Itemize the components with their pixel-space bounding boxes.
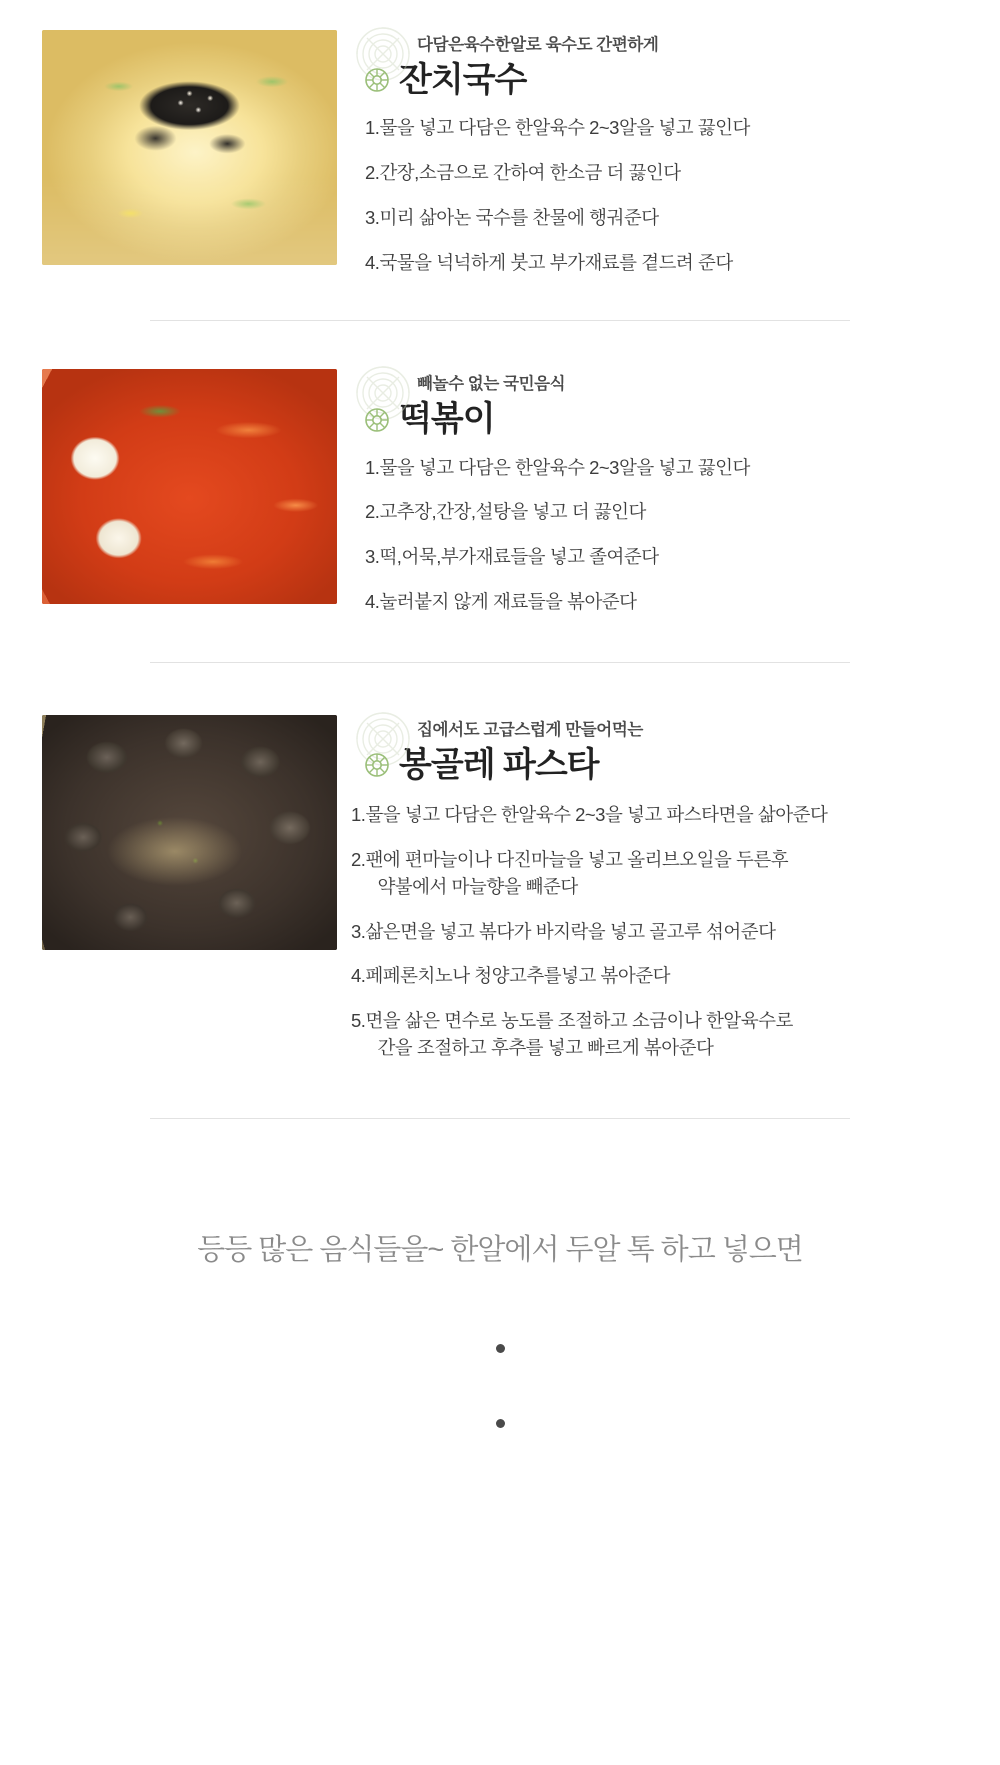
recipe-steps-2 (365, 455, 750, 616)
vongole-pasta-photo (42, 715, 337, 950)
step-number: 4. (365, 251, 380, 273)
section-divider (150, 662, 850, 663)
recipe-steps-3 (351, 802, 828, 1062)
recipe-steps-1 (365, 115, 750, 276)
recipe-block-3 (0, 715, 1000, 1062)
step-number: 5. (351, 1010, 366, 1032)
step-number: 3. (365, 546, 380, 568)
step-text: 간장,소금으로 간하여 한소금 더 끓인다 (379, 162, 681, 183)
recipe-step (351, 963, 827, 990)
recipe-step (351, 1008, 827, 1062)
step-text: 미리 삶아논 국수를 찬물에 행궈준다 (379, 206, 659, 228)
recipe-subtitle: 집에서도 고급스럽게 만들어먹는 (417, 720, 643, 739)
step-number: 1. (351, 804, 366, 826)
step-text: 삶은면을 넣고 볶다가 바지락을 넣고 골고루 섞어준다 (365, 920, 776, 942)
recipe-step (351, 802, 827, 829)
recipe-block-1 (0, 30, 1000, 276)
product-detail-page (0, 30, 1000, 1765)
flower-bullet-icon (365, 68, 389, 92)
step-text: 고추장,간장,설탕을 넣고 더 끓인다 (379, 501, 646, 523)
flower-bullet-icon (365, 408, 389, 432)
step-text: 국물을 넉넉하게 붓고 부가재료를 곁드려 준다 (379, 251, 733, 273)
tteokbokki-photo (42, 369, 337, 604)
recipe-step (365, 160, 750, 187)
recipe-title: 봉골레 파스타 (399, 745, 599, 784)
recipe-step (351, 847, 827, 901)
step-number: 4. (365, 591, 380, 613)
recipe-step (365, 115, 750, 142)
recipe-step (365, 455, 750, 482)
step-number: 3. (365, 206, 380, 228)
step-number: 2. (365, 162, 380, 183)
step-text: 눌러붙지 않게 재료들을 볶아준다 (379, 591, 637, 613)
step-text (365, 1008, 827, 1062)
recipe-text-3 (351, 715, 828, 1062)
step-number: 2. (351, 848, 366, 870)
recipe-text-1 (365, 30, 750, 276)
recipe-step (365, 205, 750, 232)
step-text-line2: 간을 조절하고 후추를 넣고 빠르게 볶아준다 (377, 1036, 714, 1058)
recipe-step (365, 499, 750, 526)
section-divider (150, 1118, 850, 1119)
recipe-title: 잔치국수 (399, 60, 527, 99)
step-number: 1. (365, 456, 380, 478)
step-text: 물을 넣고 다담은 한알육수 2~3을 넣고 파스타면을 삶아준다 (365, 804, 828, 826)
recipe-step (365, 544, 750, 571)
scroll-dot-icon (496, 1419, 505, 1428)
step-text: 물을 넣고 다담은 한알육수 2~3알을 넣고 끓인다 (379, 456, 750, 478)
step-number: 2. (365, 501, 380, 523)
recipe-subtitle: 빼놀수 없는 국민음식 (417, 375, 566, 394)
scroll-dot-icon (496, 1344, 505, 1353)
step-text-line1: 면을 삶은 면수로 농도를 조절하고 소금이나 한알육수로 (365, 1010, 793, 1032)
recipe-step (365, 589, 750, 616)
step-number: 3. (351, 920, 366, 942)
flower-bullet-icon (365, 753, 389, 777)
step-text-line1: 팬에 편마늘이나 다진마늘을 넣고 올리브오일을 두른후 (365, 848, 789, 870)
recipe-title-row (365, 62, 750, 99)
recipe-block-2 (0, 369, 1000, 615)
step-text (365, 847, 827, 901)
page-tagline: 등등 많은 음식들을~ 한알에서 두알 톡 하고 넣으면 (197, 1233, 803, 1266)
step-text: 떡,어묵,부가재료들을 넣고 졸여준다 (379, 546, 659, 568)
recipe-step (351, 919, 827, 946)
recipe-title: 떡볶이 (399, 400, 495, 439)
step-text: 물을 넣고 다담은 한알육수 2~3알을 넣고 끓인다 (379, 117, 750, 139)
recipe-step (365, 250, 750, 277)
section-divider (150, 320, 850, 321)
recipe-subtitle: 다담은육수한알로 육수도 간편하게 (417, 36, 659, 54)
step-number: 4. (351, 965, 366, 987)
step-text-line2: 약불에서 마늘향을 빼준다 (377, 875, 578, 897)
recipe-title-row (365, 747, 827, 784)
step-text: 페페론치노나 청양고추를넣고 볶아준다 (365, 965, 671, 987)
recipe-title-row (365, 401, 750, 438)
recipe-text-2 (365, 369, 750, 615)
step-number: 1. (365, 117, 380, 139)
janchi-guksu-photo (42, 30, 337, 265)
